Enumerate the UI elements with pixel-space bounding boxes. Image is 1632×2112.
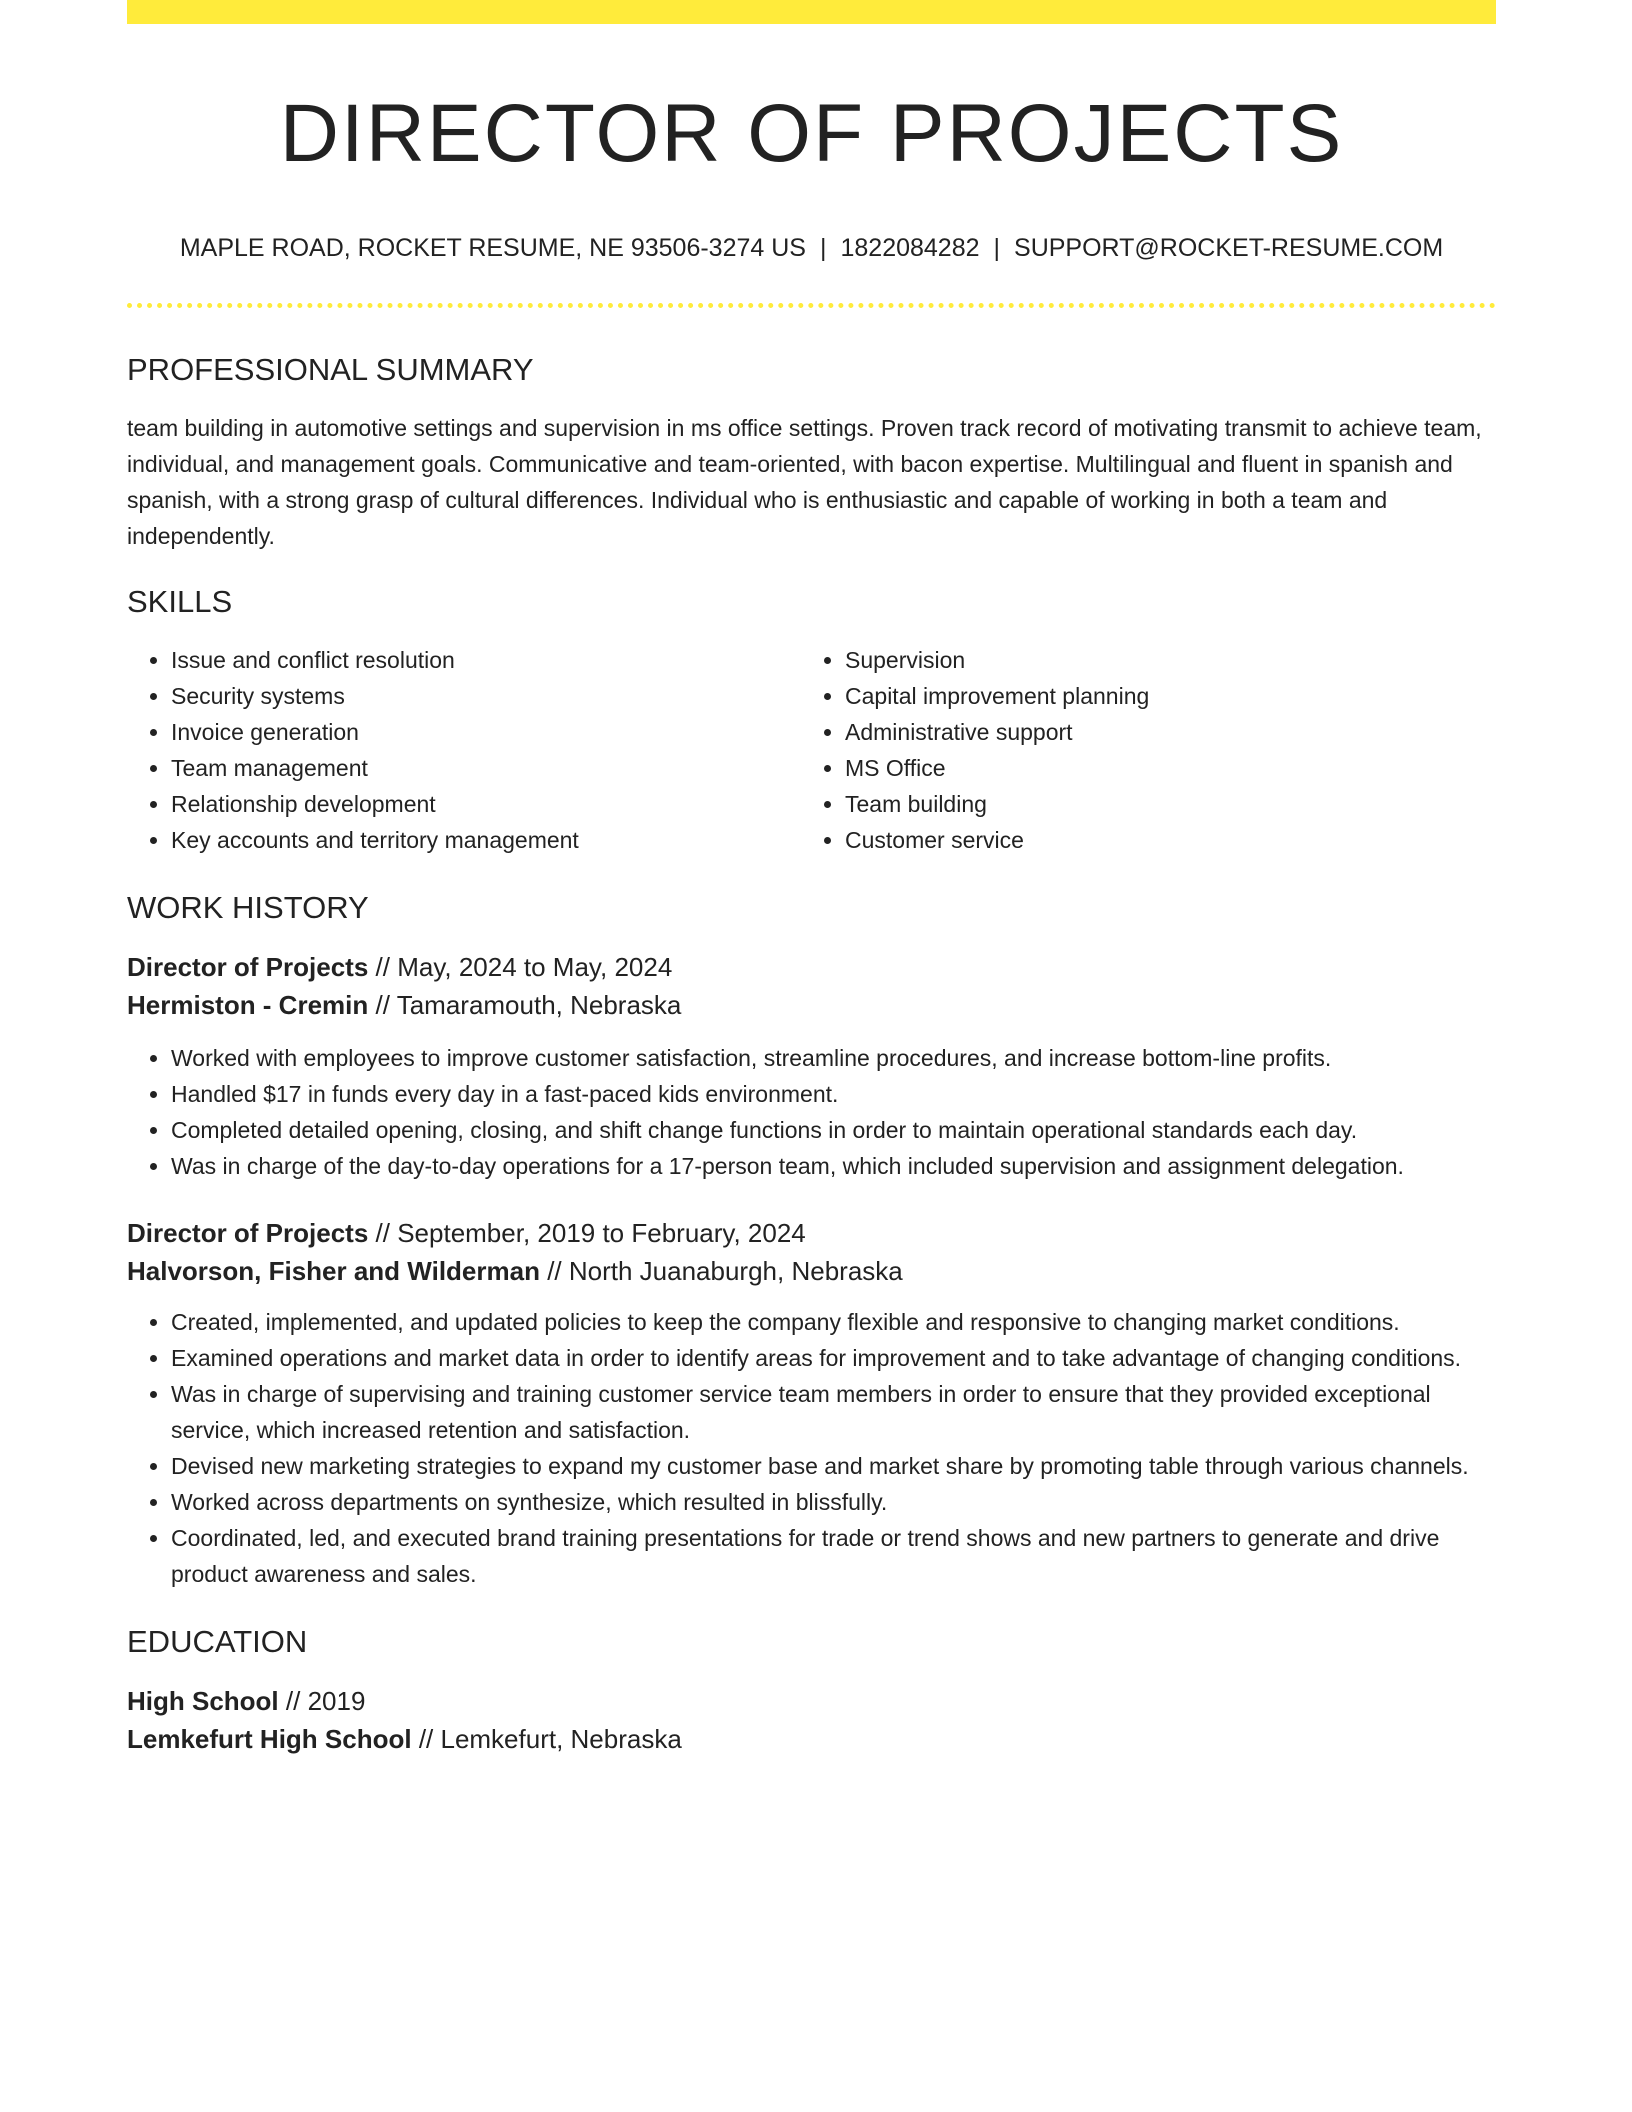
contact-separator: | xyxy=(993,234,1001,262)
job-location: // Tamaramouth, Nebraska xyxy=(375,990,682,1020)
job-company: Hermiston - Cremin xyxy=(127,990,369,1020)
job-bullet: • Completed detailed opening, closing, and shift change functions in order to maintain operational standards each day. xyxy=(171,1112,1496,1148)
education-year: // 2019 xyxy=(285,1686,366,1716)
job-company-line xyxy=(127,986,1496,1024)
job-dates: // September, 2019 to February, 2024 xyxy=(375,1218,806,1248)
skill-item: • Issue and conflict resolution xyxy=(171,642,801,678)
skills-column-left xyxy=(127,642,801,858)
work-history-heading: WORK HISTORY xyxy=(127,890,369,925)
job-title: Director of Projects xyxy=(127,952,369,982)
education-heading: EDUCATION xyxy=(127,1624,308,1659)
job-bullet: • Devised new marketing strategies to expand my customer base and market share by promoting table through various channels. xyxy=(171,1448,1496,1484)
job-bullet: • Examined operations and market data in order to identify areas for improvement and to take advantage of changing conditions. xyxy=(171,1340,1496,1376)
resume-page xyxy=(127,0,1496,1758)
job-company-line xyxy=(127,1252,1496,1290)
skills-heading: SKILLS xyxy=(127,584,233,619)
job-entry xyxy=(127,948,1496,1184)
summary-heading: PROFESSIONAL SUMMARY xyxy=(127,352,534,387)
contact-phone: 1822084282 xyxy=(840,234,980,262)
education-school-line xyxy=(127,1720,1496,1758)
skill-item: • Capital improvement planning xyxy=(845,678,1475,714)
skill-item: • Security systems xyxy=(171,678,801,714)
dotted-divider xyxy=(127,303,1496,308)
top-accent-bar xyxy=(127,0,1496,24)
contact-line xyxy=(127,232,1496,264)
job-bullet: • Was in charge of the day-to-day operations for a 17-person team, which included supervision and assignment delegation. xyxy=(171,1148,1496,1184)
education-school: Lemkefurt High School xyxy=(127,1724,412,1754)
job-title-line xyxy=(127,1214,1496,1252)
job-company: Halvorson, Fisher and Wilderman xyxy=(127,1256,540,1286)
skill-item: • Team management xyxy=(171,750,801,786)
job-dates: // May, 2024 to May, 2024 xyxy=(375,952,673,982)
contact-email[interactable]: SUPPORT@ROCKET-RESUME.COM xyxy=(1014,234,1444,262)
job-bullet: • Was in charge of supervising and training customer service team members in order to ensure that they provided exceptional service, which increased retention and satisfaction. xyxy=(171,1376,1496,1448)
skill-item: • Administrative support xyxy=(845,714,1475,750)
job-location: // North Juanaburgh, Nebraska xyxy=(547,1256,903,1286)
skill-item: • MS Office xyxy=(845,750,1475,786)
education-entry xyxy=(127,1682,1496,1758)
contact-address: MAPLE ROAD, ROCKET RESUME, NE 93506-3274 US xyxy=(179,234,806,262)
summary-text: team building in automotive settings and supervision in ms office settings. Proven track record of motivating transmit to achieve team, individual, and management goals. Communicative and team-oriented, with bacon expertise. Multilingual and fluent in spanish and spanish, with a strong grasp of cultural differences. Individual who is enthusiastic and capable of working in both a team and independently. xyxy=(127,415,1482,549)
job-bullet: • Worked across departments on synthesize, which resulted in blissfully. xyxy=(171,1484,1496,1520)
skill-item: • Invoice generation xyxy=(171,714,801,750)
skill-item: • Supervision xyxy=(845,642,1475,678)
skill-item: • Team building xyxy=(845,786,1475,822)
job-entry xyxy=(127,1214,1496,1592)
job-bullet: • Handled $17 in funds every day in a fast-paced kids environment. xyxy=(171,1076,1496,1112)
skills-column-right xyxy=(801,642,1475,858)
job-bullet: • Coordinated, led, and executed brand training presentations for trade or trend shows and new partners to generate and drive product awareness and sales. xyxy=(171,1520,1496,1592)
education-location: // Lemkefurt, Nebraska xyxy=(418,1724,682,1754)
job-title-line xyxy=(127,948,1496,986)
skill-item: • Key accounts and territory management xyxy=(171,822,801,858)
education-degree: High School xyxy=(127,1686,279,1716)
contact-separator: | xyxy=(819,234,827,262)
education-degree-line xyxy=(127,1682,1496,1720)
job-title: Director of Projects xyxy=(127,1218,369,1248)
job-bullet: • Worked with employees to improve customer satisfaction, streamline procedures, and increase bottom-line profits. xyxy=(171,1040,1496,1076)
skill-item: • Customer service xyxy=(845,822,1475,858)
skills-list xyxy=(127,642,1496,858)
resume-title: DIRECTOR OF PROJECTS xyxy=(279,88,1344,179)
skill-item: • Relationship development xyxy=(171,786,801,822)
job-bullet: • Created, implemented, and updated policies to keep the company flexible and responsive to changing market conditions. xyxy=(171,1304,1496,1340)
